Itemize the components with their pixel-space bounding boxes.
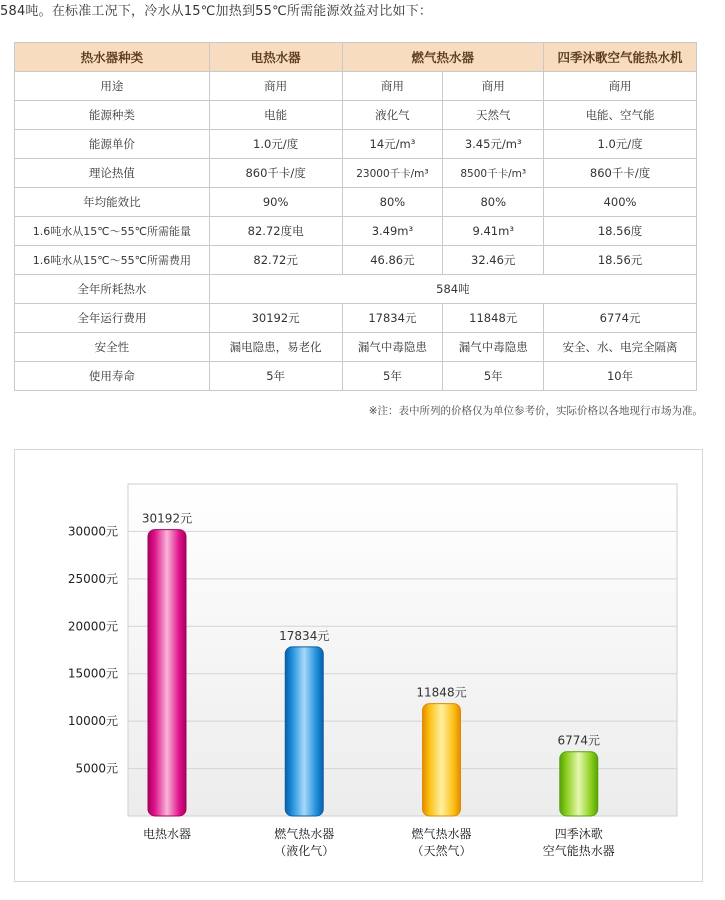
table-cell: 商用 (443, 72, 544, 101)
y-axis (68, 524, 118, 775)
table-cell: 80% (342, 188, 443, 217)
intro-text: 584吨。在标准工况下，冷水从15℃加热到55℃所需能源效益对比如下： (0, 4, 433, 19)
table-cell: 5年 (443, 362, 544, 391)
comparison-table (14, 42, 697, 391)
row-label: 全年所耗热水 (15, 275, 210, 304)
table-cell: 10年 (544, 362, 697, 391)
data-label: 17834元 (279, 628, 330, 643)
table-row (15, 362, 697, 391)
table-cell: 18.56度 (544, 217, 697, 246)
y-tick-label: 25000元 (67, 571, 118, 586)
table-row (15, 217, 697, 246)
table-cell: 8500千卡/m³ (443, 159, 544, 188)
table-cell: 液化气 (342, 101, 443, 130)
cost-chart-panel (14, 449, 703, 882)
row-label: 1.6吨水从15℃～55℃所需能量 (15, 217, 210, 246)
data-label: 11848元 (416, 685, 467, 700)
table-row (15, 333, 697, 362)
table-cell: 18.56元 (544, 246, 697, 275)
row-label: 1.6吨水从15℃～55℃所需费用 (15, 246, 210, 275)
y-tick-label: 5000元 (75, 761, 118, 776)
table-cell: 82.72元 (209, 246, 342, 275)
table-cell: 漏气中毒隐患 (342, 333, 443, 362)
row-label: 能源种类 (15, 101, 210, 130)
row-label: 能源单价 (15, 130, 210, 159)
cost-bar-chart (15, 450, 702, 881)
row-label: 理论热值 (15, 159, 210, 188)
table-row (15, 72, 697, 101)
y-tick-label: 30000元 (67, 524, 118, 539)
table-cell: 电能、空气能 (544, 101, 697, 130)
data-label: 6774元 (557, 733, 601, 748)
table-cell: 商用 (342, 72, 443, 101)
table-cell: 1.0元/度 (544, 130, 697, 159)
table-cell: 5年 (209, 362, 342, 391)
y-tick-label: 20000元 (67, 619, 118, 634)
table-cell: 6774元 (544, 304, 697, 333)
table-row (15, 246, 697, 275)
table-cell: 14元/m³ (342, 130, 443, 159)
row-label: 全年运行费用 (15, 304, 210, 333)
bar (560, 752, 598, 816)
table-cell: 584吨 (209, 275, 696, 304)
table-cell: 商用 (209, 72, 342, 101)
x-category-label: 电热水器 (142, 827, 192, 841)
table-header-row (15, 43, 697, 72)
table-cell: 11848元 (443, 304, 544, 333)
header-cell: 热水器种类 (15, 43, 210, 72)
x-category-label: （液化气） (274, 844, 335, 858)
header-cell: 四季沐歌空气能热水机 (544, 43, 697, 72)
table-row (15, 275, 697, 304)
table-row (15, 188, 697, 217)
x-category-label: 燃气热水器 (411, 827, 472, 841)
row-label: 使用寿命 (15, 362, 210, 391)
table-cell: 电能 (209, 101, 342, 130)
table-cell: 17834元 (342, 304, 443, 333)
row-label: 年均能效比 (15, 188, 210, 217)
table-cell: 860千卡/度 (209, 159, 342, 188)
table-cell: 安全、水、电完全隔离 (544, 333, 697, 362)
table-cell: 1.0元/度 (209, 130, 342, 159)
x-category-label: 空气能热水器 (542, 844, 615, 858)
table-cell: 3.49m³ (342, 217, 443, 246)
y-tick-label: 15000元 (67, 666, 118, 681)
bar (285, 647, 323, 816)
table-cell: 漏气中毒隐患 (443, 333, 544, 362)
x-category-label: （天然气） (411, 844, 472, 858)
table-cell: 80% (443, 188, 544, 217)
row-label: 用途 (15, 72, 210, 101)
header-cell: 电热水器 (209, 43, 342, 72)
data-label: 30192元 (141, 511, 193, 526)
table-cell: 23000千卡/m³ (342, 159, 443, 188)
y-tick-label: 10000元 (67, 714, 118, 729)
bar (423, 704, 461, 816)
table-cell: 天然气 (443, 101, 544, 130)
row-label: 安全性 (15, 333, 210, 362)
table-cell: 商用 (544, 72, 697, 101)
price-note: ※注：表中所列的价格仅为单位参考价，实际价格以各地现行市场为准。 (368, 405, 703, 417)
table-cell: 9.41m³ (443, 217, 544, 246)
table-cell: 46.86元 (342, 246, 443, 275)
table-row (15, 101, 697, 130)
table-cell: 82.72度电 (209, 217, 342, 246)
table-cell: 860千卡/度 (544, 159, 697, 188)
table-cell: 漏电隐患，易老化 (209, 333, 342, 362)
table-cell: 90% (209, 188, 342, 217)
x-category-label: 燃气热水器 (274, 827, 335, 841)
bar (148, 530, 186, 816)
x-axis (143, 826, 615, 858)
table-cell: 30192元 (209, 304, 342, 333)
table-row (15, 130, 697, 159)
table-cell: 3.45元/m³ (443, 130, 544, 159)
table-cell: 32.46元 (443, 246, 544, 275)
table-cell: 400% (544, 188, 697, 217)
header-cell: 燃气热水器 (342, 43, 544, 72)
table-cell: 5年 (342, 362, 443, 391)
table-row (15, 304, 697, 333)
table-row (15, 159, 697, 188)
x-category-label: 四季沐歌 (554, 827, 603, 841)
